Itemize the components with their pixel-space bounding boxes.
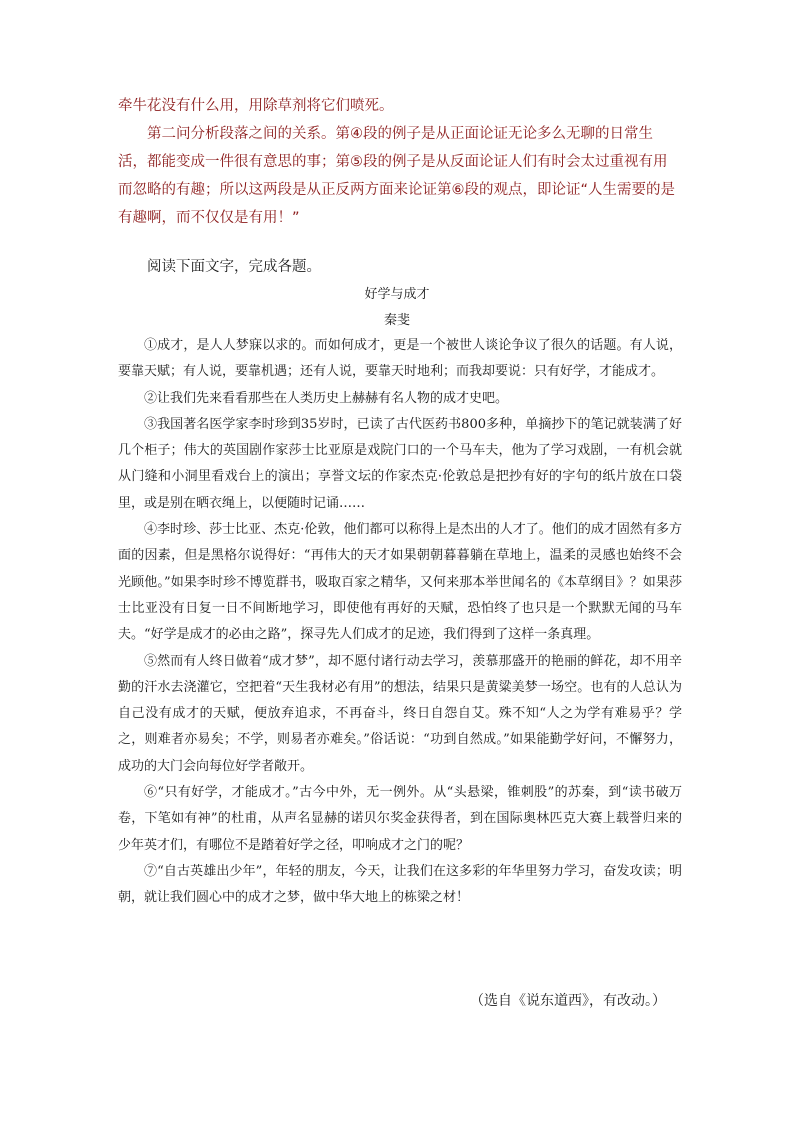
article-title: 好学与成才 (364, 287, 430, 302)
article-paragraph-3: ③我国著名医学家李时珍到35岁时，已读了古代医药书800多种，单摘抄下的笔记就装满了好几个柜子；伟大的英国剧作家莎士比亚原是戏院门口的一个马车夫，他为了学习戏剧，一有机会就从门缝和小洞里看戏台上的演出；享誉文坛的作家杰克·伦敦总是把抄有好的字句的纸片放在口袋里，或是别在晒衣绳上，以便随时记诵…… (118, 416, 682, 511)
article-paragraph-2: ②让我们先来看看那些在人类历史上赫赫有名人物的成才史吧。 (144, 390, 509, 406)
answer-line-1: 牵牛花没有什么用，用除草剂将它们喷死。 (118, 98, 394, 114)
article-paragraph-5: ⑤然而有人终日做着“成才梦”，却不愿付诸行动去学习，羡慕那盛开的艳丽的鲜花，却不用辛勤的汗水去浇灌它，空把着“天生我材必有用”的想法，结果只是黄粱美梦一场空。也有的人总认为自己没有成才的天赋，便放弃追求，不再奋斗，终日自怨自艾。殊不知“人之为学有难易乎？学之，则难者亦易矣；不学，则易者亦难矣。”俗话说：“功到自然成。”如果能勤学好问，不懈努力，成功的大门会向每位好学者敞开。 (118, 653, 682, 774)
article-paragraph-6: ⑥“只有好学，才能成才。”古今中外，无一例外。从“头悬梁，锥刺股”的苏秦，到“读书破万卷，下笔如有神”的杜甫，从声名显赫的诺贝尔奖金获得者，到在国际奥林匹克大赛上载誉归来的少年英才们，有哪位不是踏着好学之径，叩响成才之门的呢？ (118, 785, 682, 853)
article-author: 秦斐 (383, 313, 410, 328)
answer-paragraph-2: 第二问分析段落之间的关系。第④段的例子是从正面论证无论多么无聊的日常生活，都能变成一件很有意思的事；第⑤段的例子是从反面论证人们有时会太过重视有用而忽略的有趣；所以这两段是从正反两方面来论证第⑥段的观点，即论证“人生需要的是有趣啊，而不仅仅是有用！” (118, 126, 676, 226)
answer-explanation (118, 92, 678, 232)
article-paragraph-4: ④李时珍、莎士比亚、杰克·伦敦，他们都可以称得上是杰出的人才了。他们的成才固然有多方面的因素，但是黑格尔说得好：“再伟大的天才如果朝朝暮暮躺在草地上，温柔的灵感也始终不会光顾他。”如果李时珍不博览群书，吸取百家之精华，又何来那本举世闻名的《本草纲目》？如果莎士比亚没有日复一日不间断地学习，即使他有再好的天赋，恐怕终了也只是一个默默无闻的马车夫。“好学是成才的必由之路”，探寻先人们成才的足迹，我们得到了这样一条真理。 (118, 522, 682, 643)
reading-instruction: 阅读下面文字，完成各题。 (147, 259, 321, 275)
article-paragraph-1: ①成才，是人人梦寐以求的。而如何成才，更是一个被世人谈论争议了很久的话题。有人说，要靠天赋；有人说，要靠机遇；还有人说，要靠天时地利；而我却要说：只有好学，才能成才。 (118, 338, 682, 380)
article-source: （选自《说东道西》，有改动。） (470, 993, 666, 1009)
article-body (118, 333, 682, 912)
article-paragraph-7: ⑦“自古英雄出少年”，年轻的朋友，今天，让我们在这多彩的年华里努力学习，奋发攻读；明朝，就让我们圆心中的成才之梦，做中华大地上的栋梁之材！ (118, 863, 682, 906)
